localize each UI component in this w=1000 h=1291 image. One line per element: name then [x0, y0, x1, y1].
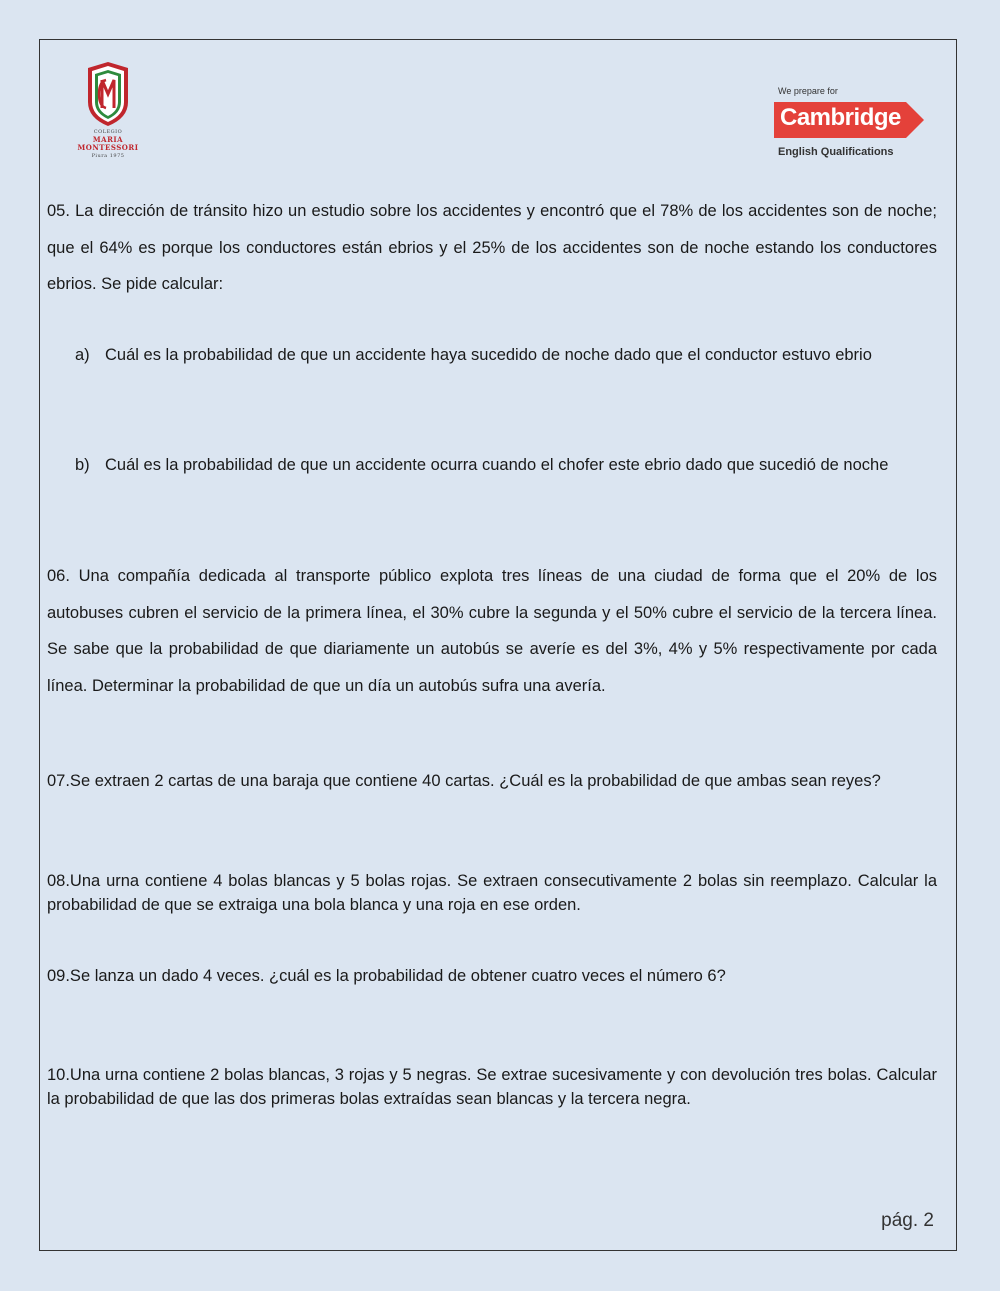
question-10: 10.Una urna contiene 2 bolas blancas, 3 rojas y 5 negras. Se extrae sucesivamente y con devolución tres bolas. Calcular la probabilidad de que las dos primeras bolas extraídas sean blancas y la tercera negra. — [47, 1066, 937, 1108]
cambridge-brand: Cambridge — [780, 104, 901, 131]
school-label: COLEGIO — [93, 129, 123, 135]
question-05: 05. La dirección de tránsito hizo un estudio sobre los accidentes y encontró que el 78% de los accidentes son de noche; que el 64% es porque los conductores están ebrios y el 25% de los accidentes son de noche estando los conductores ebrios. Se pide calcular: — [47, 202, 937, 293]
question-06: 06. Una compañía dedicada al transporte público explota tres líneas de una ciudad de forma que el 20% de los autobuses cubren el servicio de la primera línea, el 30% cubre la segunda y el 50% cubre el servicio de la tercera línea. Se sabe que la probabilidad de que diariamente un autobús se averíe es del 3%, 4% y 5% respectivamente por cada línea. Determinar la probabilidad de que un día un autobús sufra una avería. — [47, 567, 937, 695]
cambridge-tagline: We prepare for — [778, 86, 838, 96]
question-08: 08.Una urna contiene 4 bolas blancas y 5 bolas rojas. Se extraen consecutivamente 2 bolas sin reemplazo. Calcular la probabilidad de que se extraiga una bola blanca y una roja en ese orden. — [47, 872, 937, 914]
item-letter: b) — [75, 456, 90, 474]
page-number: pág. 2 — [881, 1210, 934, 1231]
question-05-item-a — [75, 346, 872, 365]
school-crest-icon — [68, 62, 148, 128]
question-09: 09.Se lanza un dado 4 veces. ¿cuál es la probabilidad de obtener cuatro veces el número 6? — [47, 967, 726, 985]
cambridge-logo — [774, 86, 924, 166]
question-07: 07.Se extraen 2 cartas de una baraja que contiene 40 cartas. ¿Cuál es la probabilidad de que ambas sean reyes? — [47, 772, 881, 790]
cambridge-subtitle: English Qualifications — [778, 146, 894, 158]
school-name-line2: MONTESSORI — [77, 143, 139, 152]
school-name-line1: MARIA — [92, 135, 124, 144]
item-text: Cuál es la probabilidad de que un accidente ocurra cuando el chofer este ebrio dado que sucedió de noche — [105, 456, 889, 474]
school-logo — [68, 62, 148, 172]
item-text: Cuál es la probabilidad de que un accidente haya sucedido de noche dado que el conductor estuvo ebrio — [105, 346, 872, 364]
school-place: Piura 1975 — [91, 153, 125, 159]
worksheet-page — [39, 39, 957, 1251]
item-letter: a) — [75, 346, 90, 364]
question-05-item-b — [75, 456, 888, 475]
